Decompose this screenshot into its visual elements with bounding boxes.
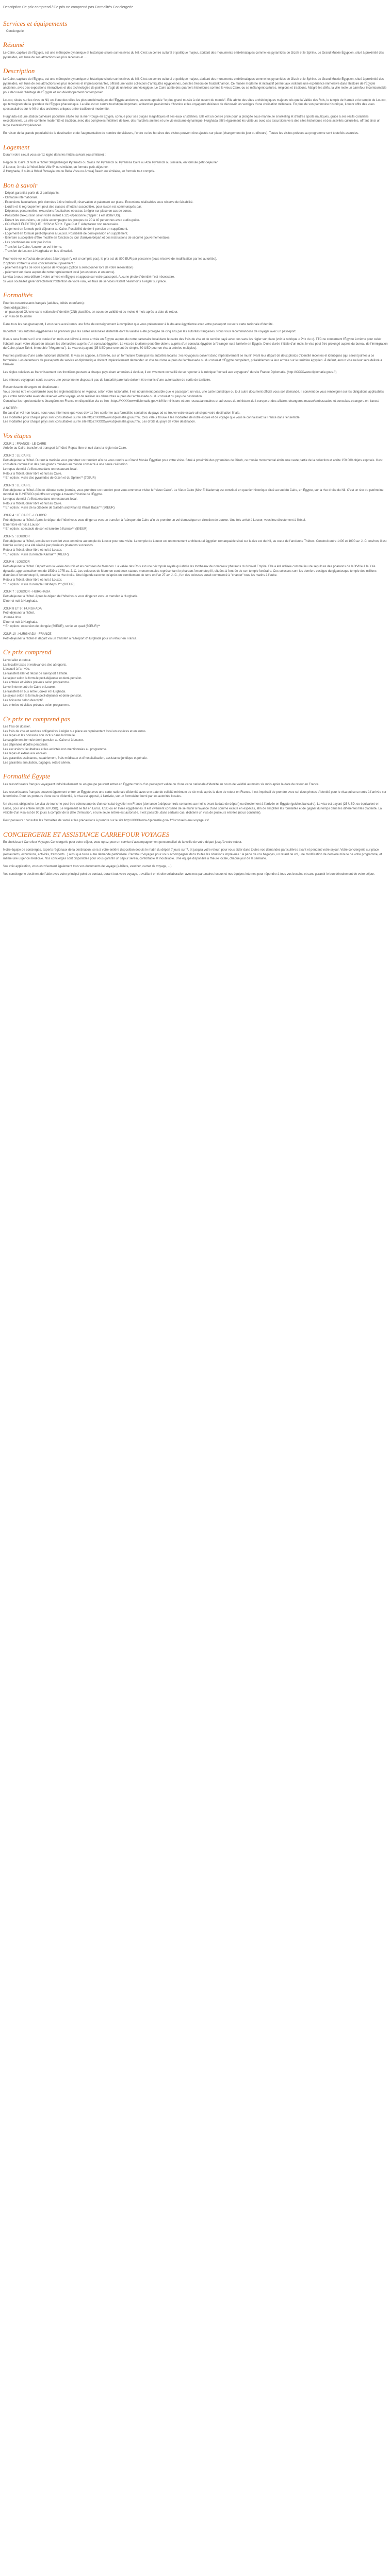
conciergerie-p3: Vos voix application, vous est vivement également tous vos documents de voyage (e-billets, vaucher, carnet de voyage, ...): [3, 865, 172, 869]
section-formalite-egypte: [3, 772, 388, 823]
formalites-p2: Dans tous les cas (passeport, il vous sera aussi remis une fiche de renseignement à compléter que vous présenterez à la douane égyptienne avec votre passeport ou votre carte nationale d'identité.: [3, 323, 274, 326]
section-title-etapes: Vos étapes: [3, 431, 31, 439]
section-title-logement: Logement: [3, 143, 30, 151]
section-description: [3, 67, 388, 135]
formalite-egypte-p2: Les ressortissants français peuvent également entrer en Égypte avec une carte nationale d'identité avec une date de validité minimum de six mois après la date de retour en France. Il est impératif de prendre avec soi deux photos d'identité pour le visa qui sera remis à l'arrivée sur le territoire. Pour les porteurs d'une carte d'identité, le visa est apposé, à l'arrivée, sur un formulaire fourni par les autorités locales.: [3, 790, 386, 799]
section-title-formalite-egypte: Formalité Égypte: [3, 772, 51, 781]
services-item: Conciergerie: [6, 29, 24, 33]
resume-text: Le Caire, capitale de l'Égypte, est une métropole dynamique et historique située sur les rives du Nil. C'est un centre culturel et politique majeur, abritant des monuments emblématiques comme les pyramides de Gizeh et le Sphinx. Le Grand Musée Égyptien, situé à proximité des pyramides, est l'une de ses attractions les plus récentes et ...: [3, 52, 384, 59]
section-title-bon-a-savoir: Bon à savoir: [3, 181, 38, 189]
prix-comprend-list: Le vol aller et retour. La fiscalité taxes et redevances des aéroports. L'accueil à l'arrivée. Le transfert aller et retour de l'aéroport à l'hôtel. Le séjour selon la formule petit-déjeuner et demi-pension. Les entrées et visites prévues selon programme. Le vol interne entre le Caire et Louxor. Le transfert en bus entre Louxor et Hurghada. Le séjour selon la formule petit-déjeuner et demi-pension. Les boissons selon descriptif. Les entrées et visites prévues selon programme.: [3, 658, 83, 707]
formalite-egypte-p1: Les ressortissants français voyageant individuellement ou en groupe peuvent entrer en Égypte munis d'un passeport valide ou d'une carte nationale d'identité en cours de validité au moins six mois après la date de retour en France.: [3, 783, 320, 786]
etape-jour-8-9: JOUR 8 ET 9 : HURGHADA Petit-déjeuner à l'hôtel. Journée libre. Dîner et nuit à Hurghada. **En option : excursion de plongée (60EUR), sortie en quad (50EUR)**: [3, 607, 101, 629]
description-hurghada: Hurghada est une station balnéaire populaire située sur la mer Rouge en Égypte, connue pour ses plages magnifiques et ses eaux cristallines. Elle est un centre prisé pour la plongée sous-marine, le snorkeling et d'autres sports nautiques, grâce à ses récifs coralliens exceptionnels. La ville combine modernité et tradition, avec des complexes hôteliers de luxe, des marchés animés et une vie nocturne dynamique. Hurghada attire également les visiteurs avec ses excursions vers des sites historiques et des activités culturelles, offrant ainsi un large éventail d'expériences.: [3, 115, 381, 128]
formalites-p4: Il vous sera fourni sur il une durée d'un mois est délivré à votre arrivée en Égypte auprès du notre partenaire local dans le cadre des frais du visa et de service payé avec des sans les régler sur place (voir la rubrique « Prix du »). TTC ne concernent l'Égypte à même pour celuir l'obtenir avant votre départ en laissant les démarches auprès d'un consulat égyptien. Le visa de tourisme peut être obtenu auprès d'un consulat égyptien à l'étranger ou à l'arrivée en Égypte. D'une durée initiale d'un mois, le visa peut être prolongé auprès du bureau de l'immigration du Caire, place Tahrir, immeuble "Mogamma"). Le visa est payant (25 USD pour une entrée simple, 60 USD pour un visa à entrées multiples).: [3, 337, 388, 350]
section-title-services: Services et équipements: [3, 20, 68, 28]
section-formalites: [3, 291, 388, 425]
bon-a-savoir-list: - Départ garanti à partir de 2 participants. - Climatisé internationale. - Excursions facultatives, prix données à titre indicatif, réservation et paiement sur place. Excursions réalisables sous réserve de faisabilité. - L'ordre et le regroupement peut des classes d'hotelsr susceptible, pour raison est communqués par. - Dépenses personnelles, excursions facultatives et extras à régler sur place en cas de conso. - Possibilité d'excursion selon votre intérêt à 125 €/personne (rappel : il est dollar US). - Durant les excursions, un guide accompagne les groupes de 20 à 40 personnes avec audio-guide. - COURANT ÉLECTRIQUE : 220V et 50Hz. Type C et F. Adaptateur non nécessaire. - Logement en formule petit-déjeuner au Caire. Possibilité de demi-pension en supplément. - Logement en formule petit-déjeuner à Louxor. Possibilité de demi-pension en supplément. - Itinéraire susceptible d'être modifié en fonction du jour d'arrivée/départ et des instructions de sécurité gouvernementales. - Les pourboires ne sont pas inclus. - Transfert Le Caire / Louxor en vol interne. - Transfert de Louxor à Hurghada en bus climatisé.: [3, 192, 193, 253]
description-luxor: Louxor, située sur les rives du Nil, est l'une des villes les plus emblématiques de l'Égypte ancienne, souvent appelée "le plus grand musée à ciel ouvert du monde". Elle abrite des sites archéologiques majeurs tels que la Vallée des Rois, le temple de Karnak et le temple de Louxor, qui témoignent de la grandeur de l'Égypte pharaonique. La ville est un centre touristique important, attirant les passionnés d'histoire et les voyageurs désireux de découvrir les vestiges d'une civilisation millénaire. En plus de son patrimoine historique, Louxor offre des vues spectaculaires sur le Nil et des croisières uniques entre tradition et modernité.: [3, 98, 386, 111]
etape-jour-1: JOUR 1 : FRANCE - LE CAIRE Arrivée au Caire, transfert et transport à l'hôtel. Repas libre et nuit dans la région du Caire.: [3, 442, 127, 450]
formalites-p9: A NOTER : En cas d'un vol non-locale, nous vous informons que vous devrez être conforme aux formalités sanitaires du pays où se trouve votre escale ainsi que votre destination finale. Les modalités pour chaque pays sont consultables sur le site https://XXXXwww.diplomatie.gouv.fr/fr/. Ceci valeur trouve à les modalités de notre escale et de voyage que vous le connaissiez la France dans l'ensemble. Les modalités pour chaque pays sont consultables sur le site https://XXXXwww.diplomatie.gouv.fr/fr/. Les droits du pays de votre destination.: [3, 407, 301, 424]
section-logement: [3, 143, 388, 174]
section-title-prix-comprend: Ce prix comprend: [3, 648, 52, 656]
formalites-p8: Ressortissants étrangers et binationaux : Vous devrez être en conformité avec les réglementations en vigueur, selon votre nationalité. Il est notamment possible que le passeport, un visa, une carte touristique ou tout autre document officiel vous soit demandé. Il convient de vous renseigner sur les obligations applicables pour votre nationalité avant de réserver votre voyage, et de réaliser les démarches auprès de l'ambassade ou du consulat du pays de destination. Consultez les représentations étrangères en France en disposition via ce lien : https://XXXXwww.diplomatie.gouv.fr/fr/le-ministere-et-son-reseau/annuaires-et-adresses-du-ministere-de-l-europe-et-des-affaires-etrangeres-maeae/ambassades-et-consulats-etrangers-en-france/: [3, 386, 384, 403]
formalite-egypte-p3: Un visa est obligatoire. Le visa de tourisme peut être obtenu auprès d'un consulat égyptien en France (demande à déposer trois semaines au moins avant la date de départ) ou directement à l'arrivée en Égypte (guichet bancaire). Le visa est payant (25 USD, ou équivalent en Euros, pour une entrée simple, 60 USD). Le règlement se fait en Euros, USD ou en livres égyptiennes. Il est vivement conseillé de se munir à l'avance d'une somme exacte en espèces, afin de simplifier les formalités et de gagner du temps dans les différentes files d'attente. La validité d'un visa est de 90 jours à compter de la date d'émission, et une seule entrée est autorisée. Il est possible, dans certains cas, d'obtenir un visa de plusieurs entrées (nous consulter).: [3, 802, 382, 815]
etape-jour-7: JOUR 7 : LOUXOR - HURGHADA Petit-déjeuner à l'hôtel. Après le départ de l'hôtel vous vous dirigerez vers un transfert à Hurghada. Dîner et nuit à Hurghada.: [3, 590, 138, 603]
conciergerie-p1: En choisissant Carrefour Voyages Conciergerie pour votre séjour, vous optez pour un service d'accompagnement personnalisé de la veille de votre départ jusqu'à votre retour.: [3, 841, 242, 844]
formalites-p7: Les mineurs voyageant seuls ou avec une personne ne disposant pas de l'autorité parentale doivent être munis d'une autorisation de sortie de territoire.: [3, 378, 211, 382]
section-title-description: Description: [3, 67, 35, 75]
conciergerie-p4: Vos conciergerie destinent de l'aide avec votre principal point de contact, durant tout votre voyage, travaillant en étroite collaboration avec nos partenaires locaux et nos équipes internes pour répondre à tous vos besoins et sans garantir le bon déroulement de votre séjour.: [3, 872, 375, 876]
conciergerie-p2: Notre équipe de concierges, experts régionaux de la destination, sera à votre entière disposition depuis le matin du départ 7 jours sur 7, et jusqu'à votre retour, pour vous aider dans toutes vos demandes particulières avant et pendant votre séjour. Votre conciergerie sur place (restaurants, excursions, activités, transports...) ainsi que toute autre demande particulière. Carrefour Voyages pour vous accompagner dans toutes les situations imprévues : la perte de vos bagages, un retard de vol, une modification de dernière minute de votre programme, et même une urgence médicale. Nos concierges sont disponibles pour vous garantir un séjour serein, confortable et inoubliable. Une équipe disponible à l'heure locale, chaque jour de la semaine.: [3, 848, 382, 861]
formalites-p5: Pour les porteurs d'une carte nationale d'identité, le visa se appose, à l'arrivée, sur un formulaire fourni par les autorités locales : les voyageurs doivent donc impérativement se munir avant leur départ de deux photos d'identité récentes et identiques (qui seront jointes à ce formulaire. Les détenteurs de passeports de service et diplomatique doivent impérativement demander un visa tourisme auprès de l'ambassade ou du consulat d'Égypte compétent, préalablement à leur arrivée sur le territoire égyptien. À défaut, aucun visa ne leur sera délivré à l'arrivée.: [3, 354, 382, 367]
section-prix-comprend: [3, 648, 388, 707]
section-etapes: [3, 432, 388, 641]
formalites-p1: Pour les ressortissants français (adultes, bébés et enfants) : -Sont obligatoires : - un passeport OU une carte nationale d'identité (CNI) plastifiée, en cours de validité et ou moins 6 mois après la date de retour. - un visa de tourisme: [3, 301, 178, 318]
section-services: [3, 20, 388, 33]
section-title-conciergerie: CONCIERGERIE ET ASSISTANCE CARREFOUR VOYAGES: [3, 830, 170, 838]
logement-intro: Durant votre circuit vous serez logés dans les hôtels suivant (ou similaire) :: [3, 154, 106, 157]
etape-jour-4: JOUR 4 : LE CAIRE - LOUXOR Petit-déjeuner à l'hôtel. Après le départ de l'hôtel vous vous dirigerez vers un transfert à l'aéroport du Caire afin de prendre un vol domestique en direction de Louxor. Une fois arrivé à Louxor, vous irez directement à l'hôtel. Dîner libre et nuit à Louxor. **En option : spectacle de son et lumière à Karnak** (50EUR): [3, 514, 306, 531]
bon-a-savoir-visa: Pour votre vol et l'achat de services à bord (qui n'y est ci-compris pas), le prix est de 800 EUR par personne (sous réserve de modification par les autorités). 2 options s'offrent à vous concernant leur paiement : - paiement auprès de votre agence de voyages (option à sélectionner lors de votre réservation) - paiement sur place auprès de notre représentant local (en espèces et en euros). Le visa à vous sera délivré à votre arrivée en Égypte et apposé sur votre passeport. Aucune photo d'identité n'est nécessaire. Si vous souhaitez gérer directement l'obtention de votre visa, les frais de services restent néanmoins à régler sur place.: [3, 258, 217, 283]
section-prix-ne-comprend-pas: [3, 715, 388, 766]
section-resume: [3, 41, 388, 60]
prix-ne-comprend-pas-list: Les frais de dossier. Les frais de visa et services obligatoires à régler sur place au représentant local en espèces et en euros. Les repas et les boissons non inclus dans la formule. Le supplément formule demi-pension au Caire et à Louxor. Les dépenses d'ordre personnel. Les excursions facultatives et les activités non mentionnées au programme. Les repas et extras aux escales. Les garanties assistance, rapatriement, frais médicaux et d'hospitalisation, assistance juridique et pénale. Les garanties annulation, bagages, retard aérien.: [3, 725, 148, 765]
tab-links[interactable]: Description Ce prix comprend / Ce prix ne comprend pas Formalités Conciergerie: [3, 6, 134, 9]
section-conciergerie: [3, 831, 388, 877]
section-title-formalites: Formalités: [3, 291, 33, 299]
page: [0, 0, 391, 883]
section-title-prix-ne-comprend-pas: Ce prix ne comprend pas: [3, 715, 71, 723]
description-cairo: Le Caire, capitale de l'Égypte, est une métropole dynamique et historique située sur les rives du Nil. C'est un centre culturel et politique majeur, abritant des monuments emblématiques comme les pyramides de Gizeh et le Sphinx. Le Grand Musée Égyptien, situé à proximité des pyramides, est l'une de ses attractions les plus récentes et impressionnantes, offrant une vaste collection d'antiquités égyptiennes, dont les trésors de Toutankhamon. Ce musée moderne et interactif permet aux visiteurs une expérience immersive dans l'histoire de l'Égypte ancienne, avec des expositions interactives et des technologies de pointe. Il s'agit de un trésor archéologique. Le Caire abrite des quartiers historiques comme le vieux Caire, ou se mélangent cultures, religions et traditions. Malgré les défis, la ville reste un carrefour incontournable pour découvrir l'héritage de l'Égypte et son développement contemporain.: [3, 77, 387, 95]
formalites-p6: Les règles relatives au franchissement des frontières peuvent à chaque pays étant amenées à évoluer, il est vivement conseillé de se reporter à la rubrique "conseil aux voyageurs" du site France Diplomatie. (http://XXXXwww.diplomatie.gouv.fr): [3, 371, 337, 375]
section-title-resume: Résumé: [3, 41, 24, 49]
etape-jour-6: JOUR 6 : LOUXOR Petit-déjeuner à l'hôtel. Départ vers la vallée des rois et les colosses de Memnon. La vallée des Rois est une nécropole royale qui abrite les tombeaux de nombreux pharaons du Nouvel Empire. Elle a été utilisée comme lieu de sépulture des pharaons de la XVIIIe à la XXe dynastie, approximativement de 1539 à 1075 av. J.-C. Les colosses de Memnon sont deux statues monumentales représentant le pharaon Amenhotep III, situées à l'entrée de son temple funéraire. Ces colosses sont les derniers vestiges du gigantesque temple des millions d'années d'Amenhotep III, construit sur la rive droite. Une légende raconte qu'après un tremblement de terre en l'an 27 av. J.-C., l'un des colosses aurait commencé à "chanter" tous les matins à l'aube. Retour à l'hôtel, dîner libre et nuit à Louxor. **En option : visite du temple Hatshepsut** (30EUR): [3, 561, 377, 586]
section-bon-a-savoir: [3, 181, 388, 284]
formalite-egypte-p4: Pour passeurs : consulter les formalités de santé et les précautions à prendre sur le site http://XXXXwww.diplomatie.gouv.fr/fr/conseils-aux-voyageurs/: [3, 819, 209, 823]
description-note: En raison de la grande popularité de la destination et de l'augmentation du nombre de visiteurs, l'ordre ou les horaires des visites peuvent être ajustés sur place (changement de jour ou d'heure). Toutes les visites prévues au programme sont toutefois assurées.: [3, 131, 359, 135]
etape-jour-10: JOUR 10 : HURGHADA - FRANCE Petit-déjeuner à l'hôtel et départ via un transfert à l'aéroport d'Hurghada pour un retour en France.: [3, 632, 137, 640]
etape-jour-5: JOUR 5 : LOUXOR Petit-déjeuner à l'hôtel, ensuite un transfert vous emmène au temple de Louxor pour une visite. Le temple de Louxor est un monument architectural égyptien remarquable situé sur la rive est du Nil, au cœur de l'ancienne Thèbes. Construit entre 1400 et 1000 av. J.-C. environ, il est l'entrée au long et a été réalisé par plusieurs pharaons successifs. Retour à l'hôtel, dîner libre et nuit à Louxor. **En option : visite du temple Karnak** (40EUR): [3, 535, 387, 556]
etape-jour-2: JOUR 2 : LE CAIRE Petit-déjeuner à l'hôtel. Durant la matinée vous prendrez un transfert afin de vous rendre au Grand Musée Égyptien pour votre visite. Situé à proximité des pyramides de Gizeh, ce musée monumental abrite une vaste partie de la collection et abrite 150 000 objets exposés. Il est considéré comme l'un des plus grands musées au monde consacré à une seule civilisation. Le repas du midi s'effectuera dans un restaurant local. Retour à l'hôtel, dîner libre et nuit au Caire. **En option : visite des pyramides de Gizeh et du Sphinx** (70EUR): [3, 454, 383, 480]
logement-hotels: Région du Caire, 3 nuits à l'hôtel Steigenberger Pyramids ou Swiss Inn Pyramids ou Pyramisa Caire ou Azal Pyramids ou similaire, en formule petit-déjeuner. À Louxor, 3 nuits à l'hôtel Jolie Ville 5* ou similaire, en formule petit-déjeuner. À Hurghada, 3 nuits à l'hôtel Rewayia Inn ou Bella Vista ou Amwaj Beach ou similaire, en formule tout compris.: [3, 161, 219, 174]
etape-jour-3: JOUR 3 : LE CAIRE Petit-déjeuner à l'hôtel. Afin de débuter cette journée, vous prendrez un transfert pour vous emmener visiter le "vieux Caire". Le Vieux Caire (Misr El Kadema) est constitué en quartier historique situé au sud du Caire, en Égypte, sur la rive droite du Nil. C'est un site du patrimoine mondial de l'UNESCO qui offre un voyage à travers l'histoire de l'Égypte. Le repas du midi s'effectuera dans un restaurant local. Retour à l'hôtel, dîner libre et nuit au Caire. **En option : visite de la citadelle de Saladin and Khan El Khalili Bazar** (60EUR): [3, 484, 384, 510]
formalites-p3: Important : les autorités égyptiennes ne prennent pas les cartes nationales d'identité dont la validité a été prorogée de cinq ans par les autorités françaises. Nous vous recommandons de voyager avec un passeport.: [3, 330, 297, 334]
